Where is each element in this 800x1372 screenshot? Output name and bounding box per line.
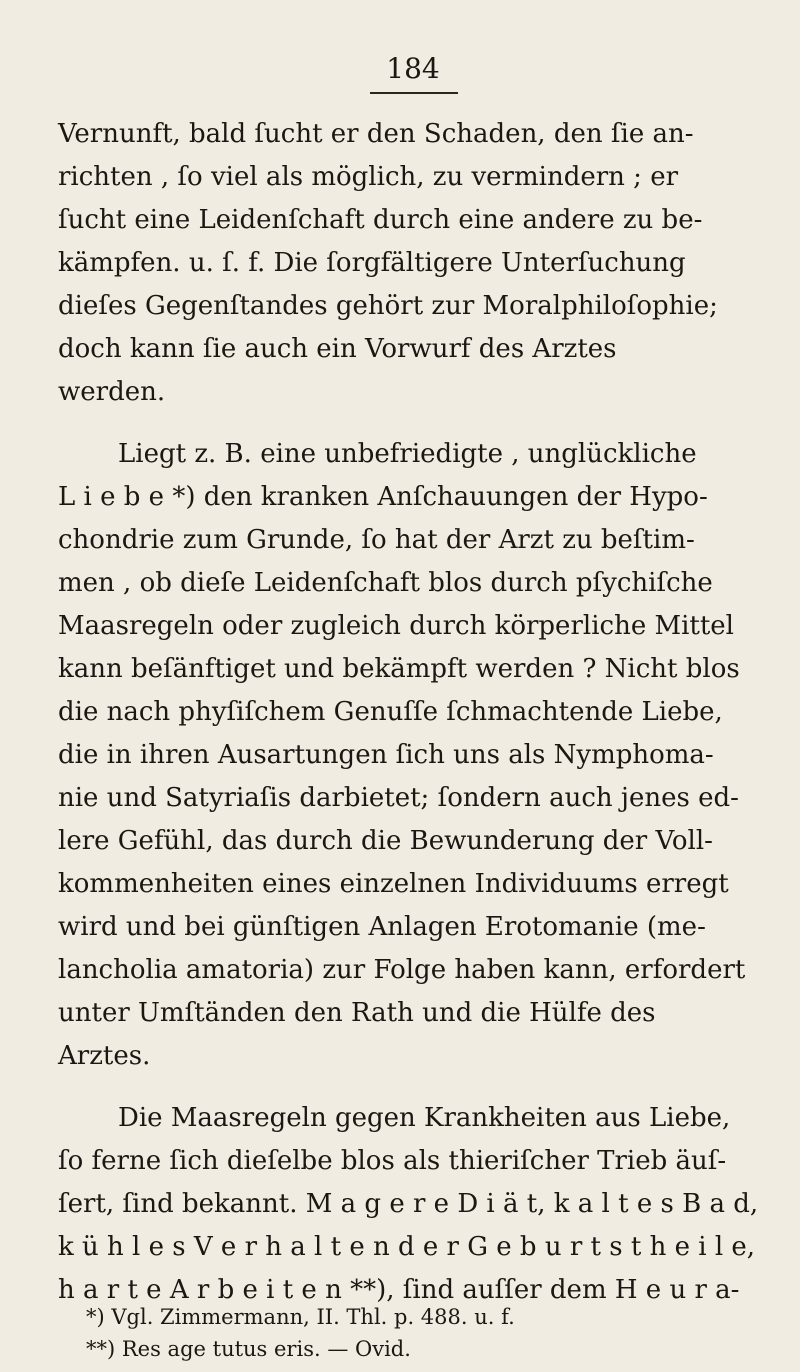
paragraph-2-line-4: men , ob dieſe Leidenſchaft blos durch pſychiſche <box>58 568 713 598</box>
paragraph-3-line-5: h a r t e A r b e i t e n **), ſind auſſer dem H e u r a- <box>58 1275 740 1305</box>
paragraph-2-line-8: die in ihren Ausartungen ſich uns als Nymphoma- <box>58 740 714 770</box>
footnote-1: *) Vgl. Zimmermann, II. Thl. p. 488. u. f. <box>86 1305 515 1329</box>
paragraph-1-line-6: doch kann ſie auch ein Vorwurf des Arztes <box>58 334 617 364</box>
paragraph-2-line-9: nie und Satyriaſis darbietet; ſondern auch jenes ed- <box>58 783 739 813</box>
paragraph-3-line-3: ſert, ſind bekannt. M a g e r e D i ä t, k a l t e s B a d, <box>58 1189 759 1219</box>
paragraph-2-line-10: lere Gefühl, das durch die Bewunderung der Voll- <box>58 826 713 856</box>
paragraph-2-line-13: lancholia amatoria) zur Folge haben kann, erfordert <box>58 955 746 985</box>
paragraph-1-line-2: richten , ſo viel als möglich, zu vermindern ; er <box>58 162 679 192</box>
page-number: 184 <box>386 52 440 85</box>
footnote-2: **) Res age tutus eris. — Ovid. <box>86 1337 411 1361</box>
paragraph-2-line-1: Liegt z. B. eine unbefriedigte , unglückliche <box>118 439 697 469</box>
paragraph-2-line-12: wird und bei günſtigen Anlagen Erotomanie (me- <box>58 912 706 942</box>
paragraph-3-line-4: k ü h l e s V e r h a l t e n d e r G e b u r t s t h e i l e, <box>58 1232 756 1262</box>
paragraph-2-line-14: unter Umſtänden den Rath und die Hülfe des <box>58 998 656 1028</box>
paragraph-1-line-1: Vernunft, bald ſucht er den Schaden, den ſie an- <box>58 119 694 149</box>
paragraph-1-line-7: werden. <box>58 377 166 407</box>
paragraph-2-line-2: L i e b e *) den kranken Anſchauungen der Hypo- <box>58 482 708 512</box>
paragraph-2-line-11: kommenheiten eines einzelnen Individuums erregt <box>58 869 729 899</box>
paragraph-2-line-6: kann beſänftiget und bekämpft werden ? Nicht blos <box>58 654 740 684</box>
paragraph-3-line-1: Die Maasregeln gegen Krankheiten aus Liebe, <box>118 1103 731 1133</box>
paragraph-2-line-7: die nach phyſiſchem Genuſſe ſchmachtende Liebe, <box>58 697 723 727</box>
page-number-rule <box>370 92 458 94</box>
paragraph-1-line-5: dieſes Gegenſtandes gehört zur Moralphiloſophie; <box>58 291 718 321</box>
paragraph-2-line-5: Maasregeln oder zugleich durch körperliche Mittel <box>58 611 734 641</box>
paragraph-1-line-3: ſucht eine Leidenſchaft durch eine andere zu be- <box>58 205 703 235</box>
paragraph-3-line-2: ſo ferne ſich dieſelbe blos als thieriſcher Trieb äuſ- <box>58 1146 727 1176</box>
paragraph-2-line-3: chondrie zum Grunde, ſo hat der Arzt zu beſtim- <box>58 525 695 555</box>
paragraph-1-line-4: kämpfen. u. ſ. f. Die ſorgfältigere Unterſuchung <box>58 248 686 278</box>
paragraph-2-line-15: Arztes. <box>58 1041 151 1071</box>
